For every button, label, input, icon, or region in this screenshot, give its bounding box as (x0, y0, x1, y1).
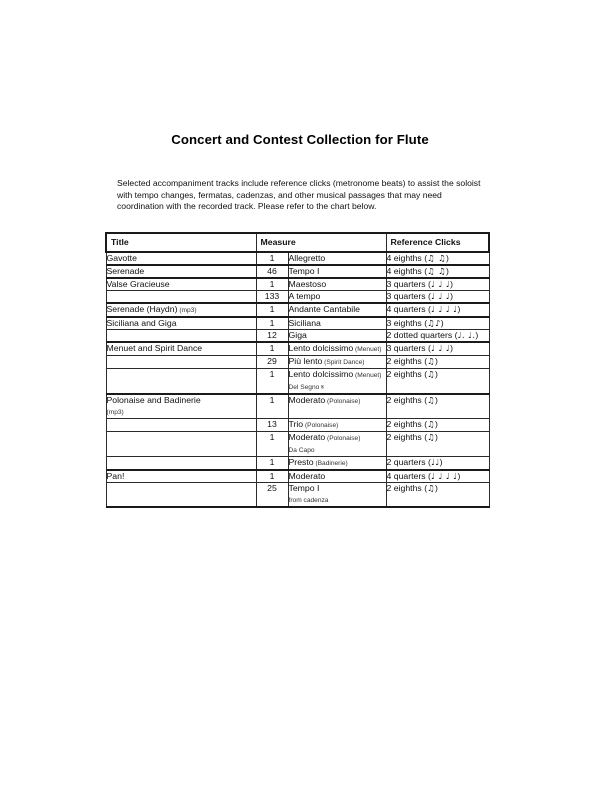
cell-tempo-marking (288, 419, 386, 432)
cell-measure-number: 1 (256, 342, 288, 356)
tempo-text: Giga (288, 330, 307, 340)
page-title: Concert and Contest Collection for Flute (171, 132, 429, 147)
table-row (106, 291, 489, 304)
tempo-section-note: (Polonaise) (303, 422, 339, 429)
cell-measure-number: 1 (256, 278, 288, 291)
reference-clicks-text: 3 quarters ( (386, 291, 431, 301)
music-note-icon: ♫ ♫ (427, 253, 446, 263)
music-note-icon: ♫ (427, 356, 436, 366)
table-row (106, 419, 489, 432)
tempo-text: Lento dolcissimo (288, 343, 354, 353)
cell-title (106, 265, 256, 278)
cell-tempo-marking (288, 394, 386, 419)
cell-reference-clicks (386, 432, 489, 457)
reference-clicks-close-paren: ) (445, 266, 449, 276)
music-note-icon: ♩ ♩ ♩ ♩ (430, 471, 458, 481)
cell-tempo-marking (288, 303, 386, 317)
cell-reference-clicks (386, 470, 489, 483)
tempo-text: Tempo I (288, 483, 320, 493)
cell-measure-number: 1 (256, 470, 288, 483)
reference-clicks-close-paren: ) (435, 369, 438, 379)
tempo-text: Presto (288, 457, 314, 467)
title-format-note: (mp3) (177, 307, 197, 314)
cell-tempo-marking (288, 317, 386, 330)
table-row (106, 342, 489, 356)
title-subline: (mp3) (106, 409, 124, 416)
cell-title (106, 330, 256, 343)
cell-reference-clicks (386, 457, 489, 471)
cell-title (106, 419, 256, 432)
cell-title (106, 252, 256, 265)
cell-reference-clicks (386, 252, 489, 265)
tempo-text: Allegretto (288, 253, 326, 263)
music-note-icon: ♫ (427, 432, 436, 442)
reference-clicks-text: 3 eighths ( (386, 318, 428, 328)
reference-clicks-close-paren: ) (450, 291, 454, 301)
cell-reference-clicks (386, 356, 489, 369)
reference-clicks-text: 2 eighths ( (386, 419, 428, 429)
intro-paragraph: Selected accompaniment tracks include reference clicks (metronome beats) to assist the soloist with tempo changes, fermatas, cadenzas, and other musical passages that may need coordination with the recorded track. Please refer to the chart below. (117, 178, 481, 212)
table-row (106, 317, 489, 330)
reference-clicks-close-paren: ) (435, 395, 438, 405)
cell-reference-clicks (386, 342, 489, 356)
reference-clicks-text: 4 eighths ( (386, 266, 428, 276)
tempo-text: Andante Cantabile (288, 304, 360, 314)
table-row (106, 369, 489, 395)
cell-measure-number: 25 (256, 483, 288, 508)
reference-clicks-text: 2 eighths ( (386, 432, 428, 442)
music-note-icon: ♩ ♩ ♩ (430, 291, 451, 301)
reference-clicks-close-paren: ) (435, 356, 438, 366)
tempo-text: Più lento (288, 356, 323, 366)
cell-tempo-marking (288, 252, 386, 265)
cell-tempo-marking (288, 278, 386, 291)
cell-title (106, 278, 256, 291)
table-row (106, 432, 489, 457)
table-body (106, 252, 489, 507)
cell-title (106, 394, 256, 419)
title-text: Serenade (106, 266, 145, 276)
title-text: Valse Gracieuse (106, 279, 170, 289)
cell-measure-number: 1 (256, 394, 288, 419)
music-note-icon: ♫ (427, 369, 436, 379)
title-text: Siciliana and Giga (106, 318, 177, 328)
music-note-icon: ♩. ♩. (457, 330, 476, 340)
reference-clicks-text: 2 quarters ( (386, 457, 431, 467)
music-note-icon: ♫ (427, 483, 436, 493)
cell-title (106, 356, 256, 369)
cell-tempo-marking (288, 483, 386, 508)
reference-clicks-text: 2 eighths ( (386, 369, 428, 379)
reference-clicks-text: 2 eighths ( (386, 356, 428, 366)
reference-clicks-text: 2 eighths ( (386, 483, 428, 493)
tempo-section-note: (Spirit Dance) (322, 359, 365, 366)
cell-measure-number: 12 (256, 330, 288, 343)
cell-measure-number: 1 (256, 457, 288, 471)
reference-clicks-close-paren: ) (435, 419, 438, 429)
cell-reference-clicks (386, 483, 489, 508)
reference-clicks-text: 3 quarters ( (386, 343, 431, 353)
cell-reference-clicks (386, 394, 489, 419)
table-row (106, 330, 489, 343)
cell-reference-clicks (386, 369, 489, 395)
cell-title (106, 432, 256, 457)
tempo-text: Moderato (288, 395, 326, 405)
music-note-icon: ♩ ♩ ♩ (430, 279, 451, 289)
reference-clicks-table-wrap (105, 232, 488, 508)
reference-clicks-close-paren: ) (450, 279, 454, 289)
cell-reference-clicks (386, 317, 489, 330)
cell-measure-number: 1 (256, 369, 288, 395)
music-note-icon: ♫♪ (427, 318, 441, 328)
table-row (106, 394, 489, 419)
tempo-section-note: (Menuet) (353, 372, 382, 379)
music-note-icon: ♩ ♩ ♩ ♩ (430, 304, 458, 314)
reference-clicks-text: 2 eighths ( (386, 395, 428, 405)
table-head (106, 233, 489, 252)
reference-clicks-close-paren: ) (439, 457, 443, 467)
cell-tempo-marking (288, 356, 386, 369)
cell-title (106, 369, 256, 395)
cell-measure-number: 13 (256, 419, 288, 432)
tempo-section-note: (Polonaise) (325, 398, 361, 405)
cell-reference-clicks (386, 419, 489, 432)
reference-clicks-close-paren: ) (457, 471, 461, 481)
cell-measure-number: 1 (256, 252, 288, 265)
cell-measure-number: 1 (256, 317, 288, 330)
cell-reference-clicks (386, 265, 489, 278)
tempo-text: Siciliana (288, 318, 321, 328)
music-note-icon: ♫ (427, 395, 436, 405)
tempo-subline: Del Segno 𝄋 (288, 384, 324, 391)
cell-tempo-marking (288, 330, 386, 343)
table-row (106, 356, 489, 369)
reference-clicks-close-paren: ) (435, 432, 438, 442)
tempo-subline: Da Capo (288, 447, 315, 454)
cell-tempo-marking (288, 432, 386, 457)
cell-title (106, 317, 256, 330)
cell-reference-clicks (386, 330, 489, 343)
reference-clicks-close-paren: ) (445, 253, 449, 263)
cell-title (106, 342, 256, 356)
table-header-row (106, 233, 489, 252)
cell-title (106, 470, 256, 483)
reference-clicks-text: 4 quarters ( (386, 304, 431, 314)
cell-measure-number: 1 (256, 432, 288, 457)
cell-title (106, 483, 256, 508)
tempo-text: A tempo (288, 291, 321, 301)
cell-measure-number: 29 (256, 356, 288, 369)
cell-reference-clicks (386, 278, 489, 291)
reference-clicks-close-paren: ) (450, 343, 454, 353)
reference-clicks-close-paren: ) (435, 483, 438, 493)
cell-tempo-marking (288, 369, 386, 395)
reference-clicks-text: 3 quarters ( (386, 279, 431, 289)
cell-measure-number: 133 (256, 291, 288, 304)
tempo-text: Maestoso (288, 279, 327, 289)
cell-tempo-marking (288, 342, 386, 356)
music-note-icon: ♩ ♩ ♩ (430, 343, 451, 353)
title-text: Polonaise and Badinerie (106, 395, 201, 405)
music-note-icon: ♫ ♫ (427, 266, 446, 276)
reference-clicks-close-paren: ) (457, 304, 461, 314)
cell-measure-number: 46 (256, 265, 288, 278)
reference-clicks-text: 2 dotted quarters ( (386, 330, 458, 340)
tempo-text: Moderato (288, 432, 326, 442)
music-note-icon: ♫ (427, 419, 436, 429)
tempo-section-note: (Badinerie) (313, 460, 348, 467)
table-row (106, 470, 489, 483)
music-note-icon: ♩♩ (430, 457, 440, 467)
cell-tempo-marking (288, 265, 386, 278)
table-row (106, 457, 489, 471)
reference-clicks-table (105, 232, 490, 508)
cell-tempo-marking (288, 457, 386, 471)
reference-clicks-text: 4 quarters ( (386, 471, 431, 481)
title-text: Menuet and Spirit Dance (106, 343, 203, 353)
table-row (106, 278, 489, 291)
title-text: Serenade (Haydn) (106, 304, 178, 314)
tempo-section-note: (Menuet) (353, 346, 382, 353)
column-header-reference-clicks: Reference Clicks (386, 233, 489, 252)
column-header-title: Title (106, 233, 256, 252)
reference-clicks-close-paren: ) (475, 330, 479, 340)
tempo-text: Lento dolcissimo (288, 369, 354, 379)
table-row (106, 252, 489, 265)
cell-title (106, 291, 256, 304)
tempo-text: Tempo I (288, 266, 320, 276)
title-text: Pan! (106, 471, 125, 481)
title-text: Gavotte (106, 253, 137, 263)
table-row (106, 265, 489, 278)
tempo-text: Trio (288, 419, 304, 429)
cell-tempo-marking (288, 470, 386, 483)
tempo-text: Moderato (288, 471, 326, 481)
cell-title (106, 457, 256, 471)
cell-measure-number: 1 (256, 303, 288, 317)
cell-reference-clicks (386, 303, 489, 317)
column-header-measure: Measure (256, 233, 386, 252)
cell-tempo-marking (288, 291, 386, 304)
table-row (106, 483, 489, 508)
cell-reference-clicks (386, 291, 489, 304)
tempo-section-note: (Polonaise) (325, 435, 361, 442)
reference-clicks-close-paren: ) (440, 318, 444, 328)
tempo-subline: from cadenza (288, 497, 329, 504)
table-row (106, 303, 489, 317)
cell-title (106, 303, 256, 317)
reference-clicks-text: 4 eighths ( (386, 253, 428, 263)
